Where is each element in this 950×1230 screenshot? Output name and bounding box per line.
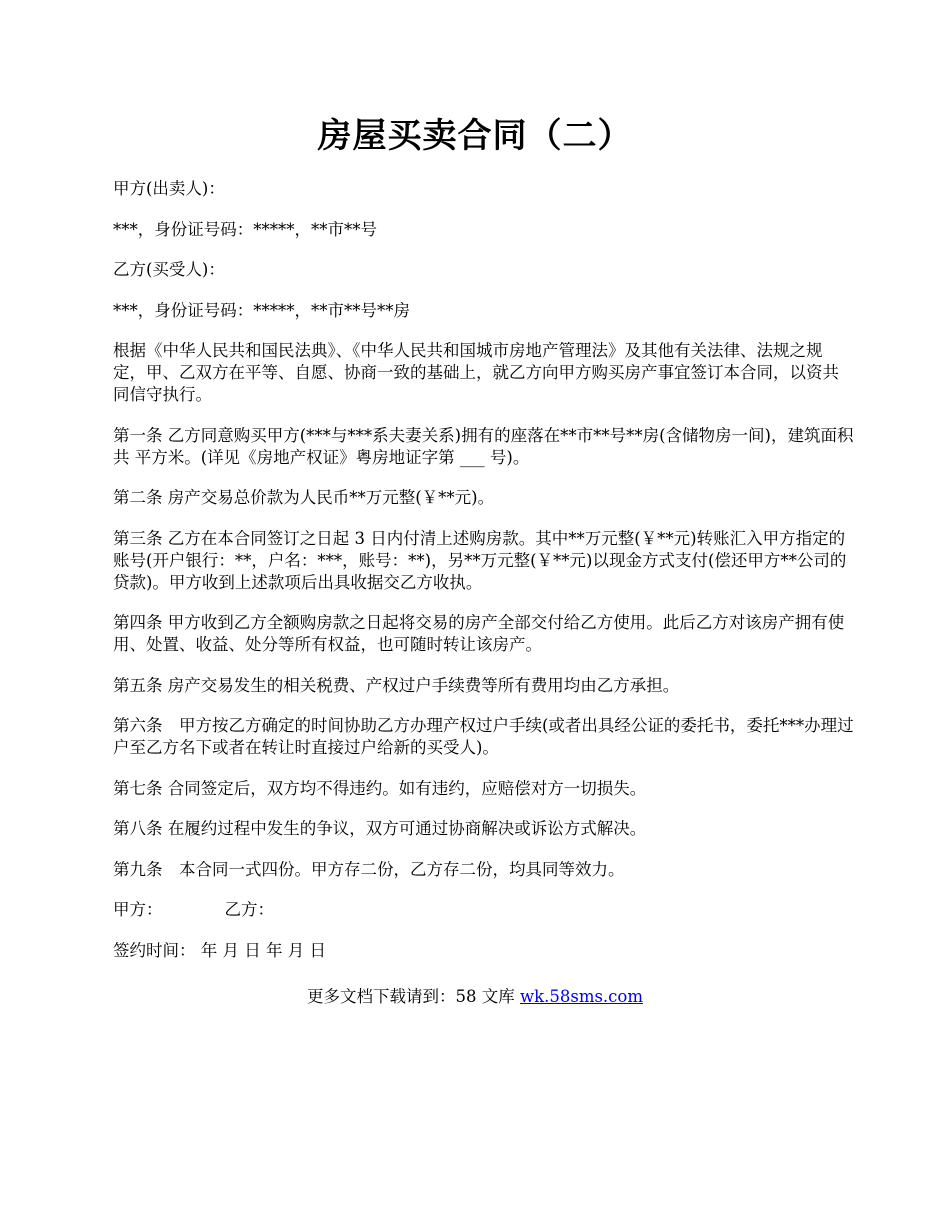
footer <box>0 986 950 1008</box>
paragraph-article-7: 第七条 合同签定后，双方均不得违约。如有违约，应赔偿对方一切损失。 <box>113 778 647 798</box>
paragraph-article-1: 第一条 乙方同意购买甲方(***与***系夫妻关系)拥有的座落在**市**号**房(含储物房一间)，建筑面积共 平方米。(详见《房地产权证》粤房地证字第 ___ 号)。 <box>113 425 854 467</box>
signature-line <box>113 899 855 921</box>
party-a-signature-label: 甲方： <box>113 900 163 919</box>
footer-prefix: 更多文档下载请到：58 文库 <box>306 987 520 1006</box>
sign-date-line: 签约时间： 年 月 日 年 月 日 <box>113 940 326 960</box>
paragraph-article-9: 第九条 本合同一式四份。甲方存二份，乙方存二份，均具同等效力。 <box>113 859 625 879</box>
paragraph-preamble: 根据《中华人民共和国民法典》、《中华人民共和国城市房地产管理法》及其他有关法律、法规之规定，甲、乙双方在平等、自愿、协商一致的基础上，就乙方向甲方购买房产事宜签订本合同，以资共同信守执行。 <box>113 341 839 404</box>
paragraph-article-2: 第二条 房产交易总价款为人民币**万元整(￥**元)。 <box>113 488 495 507</box>
paragraph-article-3: 第三条 乙方在本合同签订之日起 3 日内付清上述购房款。其中**万元整(￥**元)转账汇入甲方指定的账号(开户银行：**，户名：***，账号：**)，另**万元整(￥**元)以现金方式支付(偿还甲方**公司的贷款)。甲方收到上述款项后出具收据交乙方收执。 <box>113 528 847 592</box>
paragraph-party-b-info: ***，身份证号码：*****，**市**号**房 <box>113 300 410 320</box>
footer-link[interactable]: wk.58sms.com <box>519 987 643 1006</box>
party-b-signature-label: 乙方： <box>224 900 274 919</box>
document-body <box>113 178 855 980</box>
paragraph-party-a-heading: 甲方(出卖人)： <box>113 179 225 198</box>
paragraph-article-8: 第八条 在履约过程中发生的争议，双方可通过协商解决或诉讼方式解决。 <box>113 819 647 838</box>
paragraph-article-6: 第六条 甲方按乙方确定的时间协助乙方办理产权过户手续(或者出具经公证的委托书，委托***办理过户至乙方名下或者在转让时直接过户给新的买受人)。 <box>113 716 854 757</box>
paragraph-party-b-heading: 乙方(买受人)： <box>113 260 225 279</box>
paragraph-article-5: 第五条 房产交易发生的相关税费、产权过户手续费等所有费用均由乙方承担。 <box>113 675 680 695</box>
paragraph-article-4: 第四条 甲方收到乙方全额购房款之日起将交易的房产全部交付给乙方使用。此后乙方对该房产拥有使用、处置、收益、处分等所有权益，也可随时转让该房产。 <box>113 613 845 654</box>
document-title: 房屋买卖合同（二） <box>317 116 633 156</box>
paragraph-party-a-info: ***，身份证号码：*****，**市**号 <box>113 219 377 239</box>
